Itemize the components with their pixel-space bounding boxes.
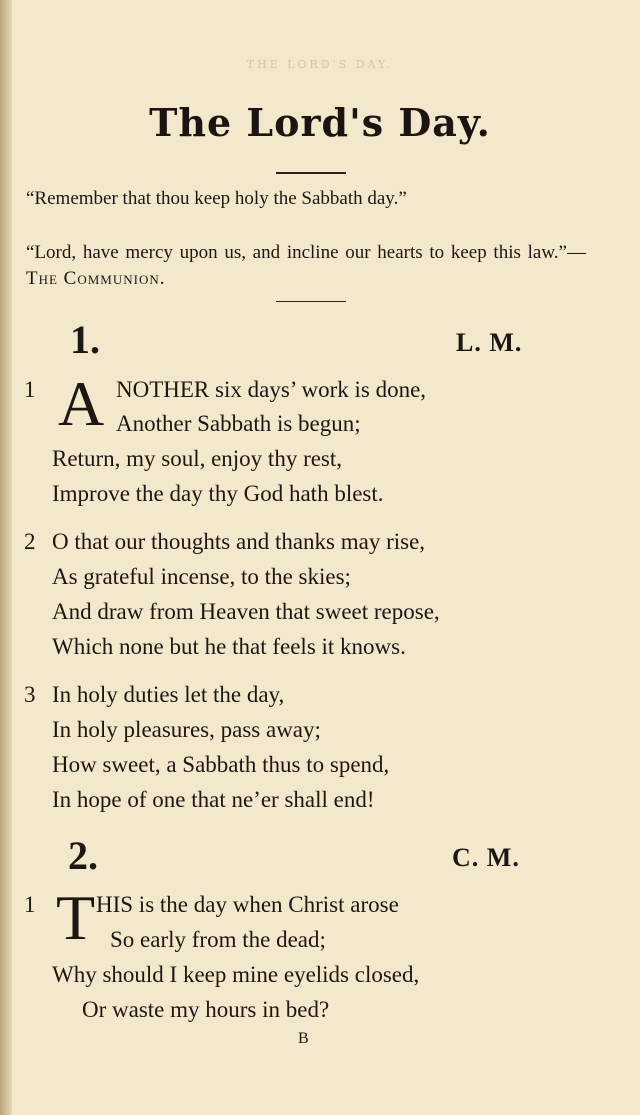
epigraph-rule [276, 301, 346, 302]
verse-line: NOTHER six days’ work is done, [116, 377, 427, 402]
verse-line: And draw from Heaven that sweet repose, [52, 599, 440, 624]
verse-number: 3 [24, 682, 36, 707]
verse-line: Or waste my hours in bed? [82, 997, 330, 1022]
verse-line: Return, my soul, enjoy thy rest, [52, 446, 343, 471]
verse-line: How sweet, a Sabbath thus to spend, [52, 752, 390, 777]
verse-line: Another Sabbath is begun; [116, 411, 361, 436]
drop-cap: A [58, 368, 105, 439]
verse-line: In hope of one that ne’er shall end! [52, 787, 375, 812]
epigraph-source: The Communion. [26, 268, 166, 289]
epigraph-2 [26, 240, 586, 292]
epigraph-text-1: “Remember that thou keep holy the Sabbath day.” [26, 188, 407, 209]
verse-number: 2 [24, 529, 36, 554]
verse-line: HIS is the day when Christ arose [96, 892, 399, 917]
verse-line: So early from the dead; [110, 927, 326, 952]
title-rule [276, 172, 346, 174]
verse-line: In holy pleasures, pass away; [52, 717, 321, 742]
page-title: The Lord's Day. [149, 100, 491, 145]
verse-line: O that our thoughts and thanks may rise, [52, 529, 426, 554]
signature-mark: B [298, 1030, 309, 1047]
hymn-meter: C. M. [452, 843, 520, 872]
verse-line: Why should I keep mine eyelids closed, [52, 962, 420, 987]
verse-line: As grateful incense, to the skies; [52, 564, 351, 589]
running-head: THE LORD'S DAY. [246, 58, 394, 71]
hymn-meter: L. M. [456, 328, 523, 357]
verse-line: Which none but he that feels it knows. [52, 634, 406, 659]
epigraph-text-2: “Lord, have mercy upon us, and incline our hearts to keep this law.”— [26, 242, 586, 263]
hymn-number: 1. [70, 317, 100, 362]
epigraph-1 [26, 186, 586, 212]
hymn-number: 2. [68, 833, 98, 878]
verse-line: In holy duties let the day, [52, 682, 285, 707]
verse-number: 1 [24, 892, 36, 917]
drop-cap: T [56, 882, 96, 953]
verse-number: 1 [24, 377, 36, 402]
verse-line: Improve the day thy God hath blest. [52, 481, 384, 506]
